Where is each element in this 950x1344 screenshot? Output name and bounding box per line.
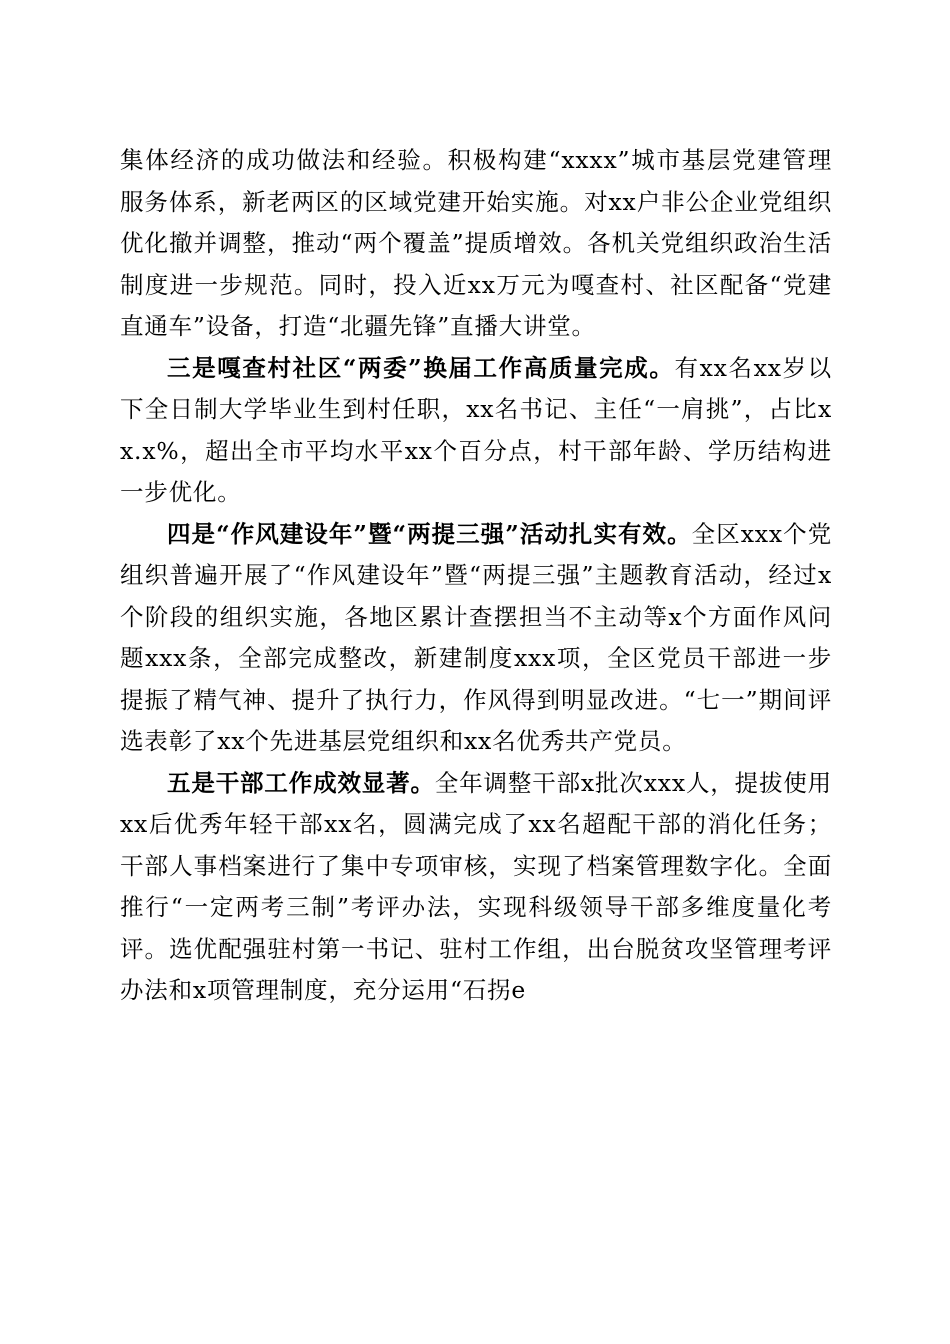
paragraph-lead: 三是嘎查村社区“两委”换届工作高质量完成。 [167,353,675,382]
paragraph-lead: 五是干部工作成效显著。 [167,768,435,797]
paragraph-work-style [120,514,832,763]
paragraph-text: 全年调整干部x批次xxx人，提拔使用xx后优秀年轻干部xx名，圆满完成了xx名超配干部的消化任务；干部人事档案进行了集中专项审核，实现了档案管理数字化。全面推行“一定两考三制”考评办法，实现科级领导干部多维度量化考评。选优配强驻村第一书记、驻村工作组，出台脱贫攻坚管理考评办法和x项管理制度，充分运用“石拐e [120,768,832,1004]
paragraph-lead: 四是“作风建设年”暨“两提三强”活动扎实有效。 [167,519,692,548]
document-body [120,140,832,1012]
paragraph-collective-economy [120,140,832,348]
paragraph-cadre-work [120,763,832,1012]
paragraph-village-election [120,348,832,514]
paragraph-text: 有xx名xx岁以下全日制大学毕业生到村任职，xx名书记、主任“一肩挑”，占比xx.x%，超出全市平均水平xx个百分点，村干部年龄、学历结构进一步优化。 [120,353,832,506]
paragraph-text: 集体经济的成功做法和经验。积极构建“xxxx”城市基层党建管理服务体系，新老两区的区域党建开始实施。对xx户非公企业党组织优化撤并调整，推动“两个覆盖”提质增效。各机关党组织政治生活制度进一步规范。同时，投入近xx万元为嘎查村、社区配备“党建直通车”设备，打造“北疆先锋”直播大讲堂。 [120,146,832,340]
paragraph-text: 全区xxx个党组织普遍开展了“作风建设年”暨“两提三强”主题教育活动，经过x个阶段的组织实施，各地区累计查摆担当不主动等x个方面作风问题xxx条，全部完成整改，新建制度xxx项，全区党员干部进一步提振了精气神、提升了执行力，作风得到明显改进。“七一”期间评选表彰了xx个先进基层党组织和xx名优秀共产党员。 [120,519,833,755]
